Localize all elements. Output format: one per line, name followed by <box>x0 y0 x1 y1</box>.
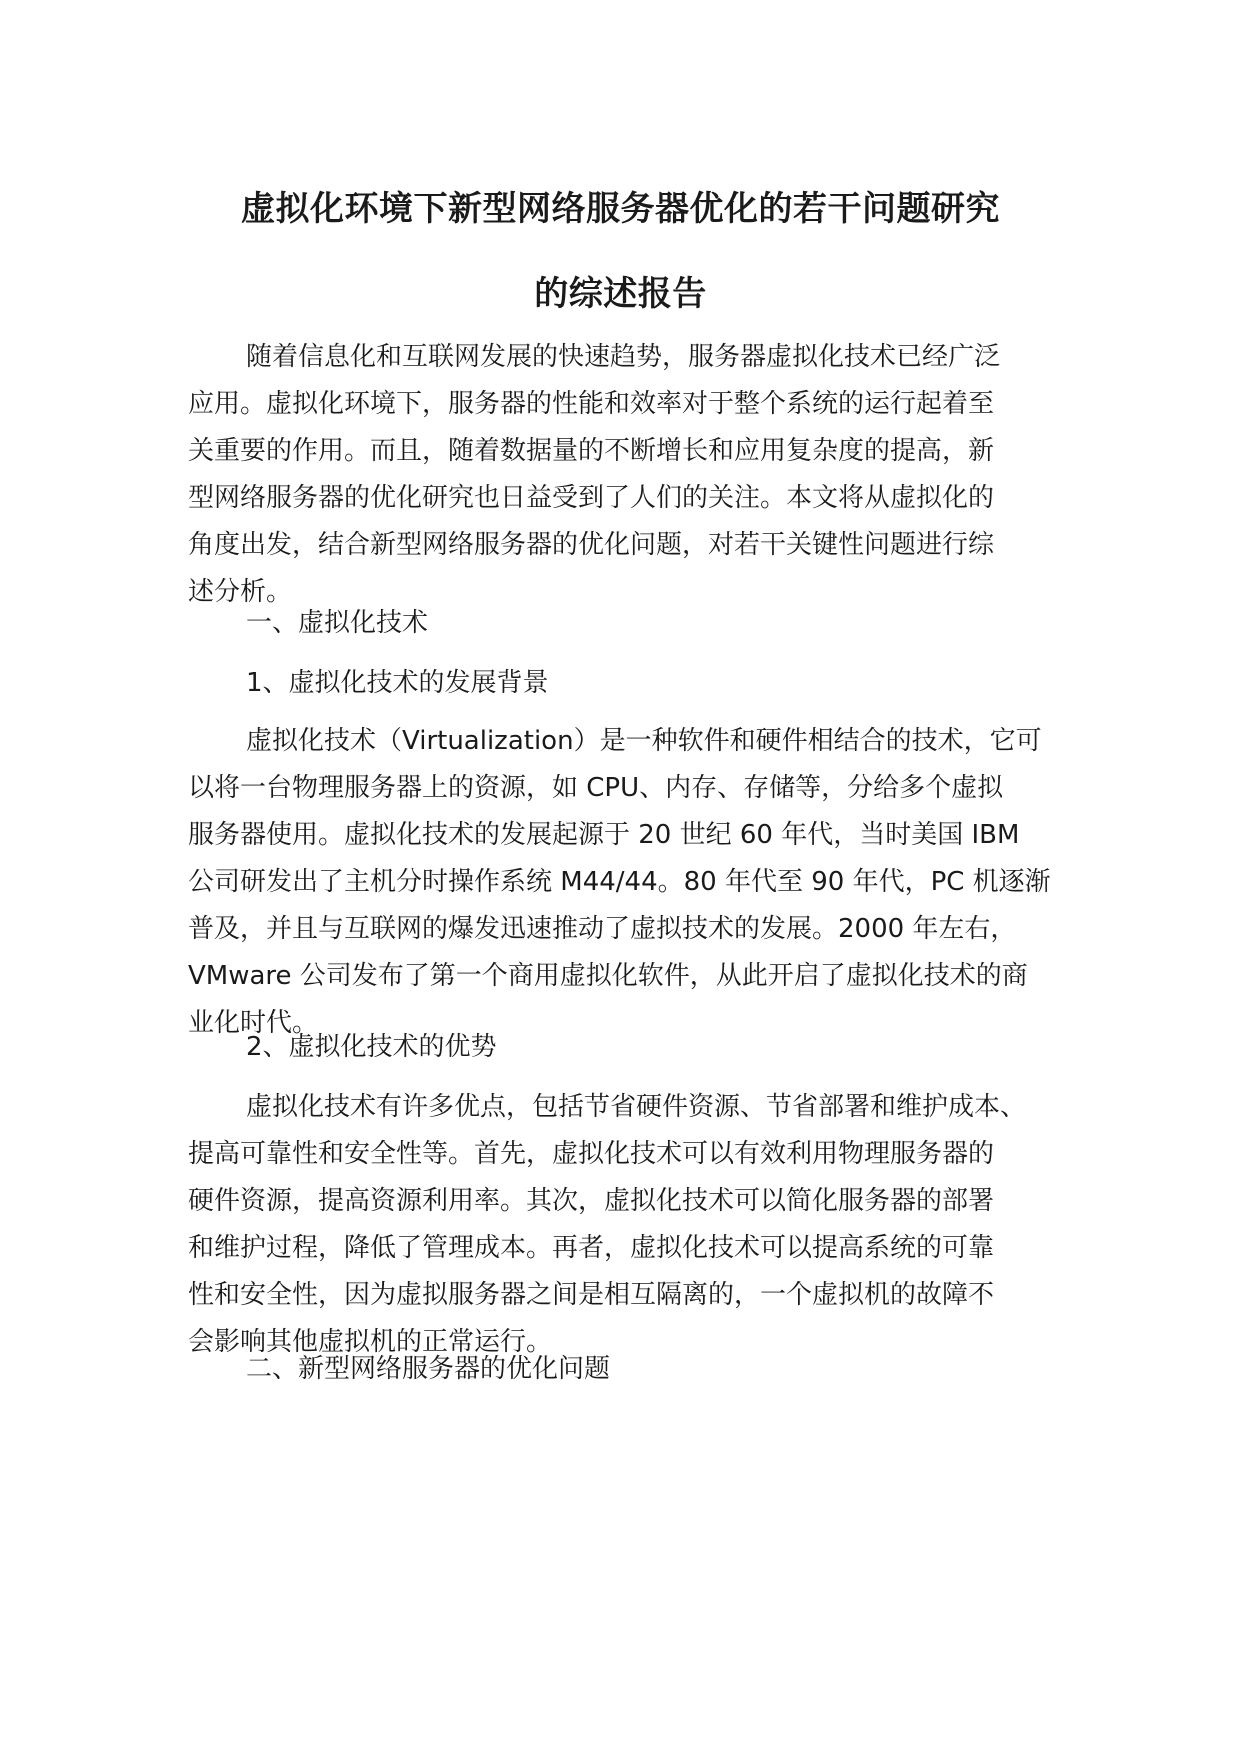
document-title-line-1: 虚拟化环境下新型网络服务器优化的若干问题研究 <box>241 189 1000 229</box>
paragraph-line: 以将一台物理服务器上的资源，如 CPU、内存、存储等，分给多个虚拟 <box>188 773 1004 803</box>
paragraph-line: 普及，并且与互联网的爆发迅速推动了虚拟技术的发展。2000 年左右， <box>188 914 1017 944</box>
paragraph-line: 关重要的作用。而且，随着数据量的不断增长和应用复杂度的提高，新 <box>188 436 995 466</box>
advantages-paragraph <box>188 1084 1068 1366</box>
paragraph-line: 型网络服务器的优化研究也日益受到了人们的关注。本文将从虚拟化的 <box>188 483 995 513</box>
paragraph-line: 述分析。 <box>188 577 293 607</box>
paragraph-line: 角度出发，结合新型网络服务器的优化问题，对若干关键性问题进行综 <box>188 530 995 560</box>
heading-text: 1、虚拟化技术的发展背景 <box>246 668 549 698</box>
heading-text: 2、虚拟化技术的优势 <box>246 1032 497 1062</box>
subsection-heading-1 <box>188 660 1068 707</box>
paragraph-line: 硬件资源，提高资源利用率。其次，虚拟化技术可以简化服务器的部署 <box>188 1186 995 1216</box>
paragraph-line: VMware 公司发布了第一个商用虚拟化软件，从此开启了虚拟化技术的商 <box>188 961 1028 991</box>
paragraph-line: 虚拟化技术有许多优点，包括节省硬件资源、节省部署和维护成本、 <box>246 1092 1027 1122</box>
paragraph-line: 虚拟化技术（Virtualization）是一种软件和硬件相结合的技术，它可 <box>246 726 1042 756</box>
paragraph-line: 应用。虚拟化环境下，服务器的性能和效率对于整个系统的运行起着至 <box>188 389 995 419</box>
subsection-heading-2 <box>188 1024 1068 1071</box>
paragraph-line: 提高可靠性和安全性等。首先，虚拟化技术可以有效利用物理服务器的 <box>188 1139 995 1169</box>
background-paragraph <box>188 718 1068 1047</box>
intro-paragraph <box>188 334 1068 616</box>
paragraph-line: 会影响其他虚拟机的正常运行。 <box>188 1327 553 1357</box>
paragraph-line: 和维护过程，降低了管理成本。再者，虚拟化技术可以提高系统的可靠 <box>188 1233 995 1263</box>
paragraph-line: 业化时代。 <box>188 1008 319 1038</box>
heading-text: 一、虚拟化技术 <box>246 608 429 638</box>
section-heading-2 <box>188 1346 1068 1393</box>
paragraph-line: 服务器使用。虚拟化技术的发展起源于 20 世纪 60 年代，当时美国 IBM <box>188 820 1020 850</box>
paragraph-line: 公司研发出了主机分时操作系统 M44/44。80 年代至 90 年代，PC 机逐渐 <box>188 867 1051 897</box>
document-title-line-2: 的综述报告 <box>534 274 707 314</box>
paragraph-line: 随着信息化和互联网发展的快速趋势，服务器虚拟化技术已经广泛 <box>246 342 1001 372</box>
section-heading-1 <box>188 600 1068 647</box>
paragraph-line: 性和安全性，因为虚拟服务器之间是相互隔离的，一个虚拟机的故障不 <box>188 1280 995 1310</box>
heading-text: 二、新型网络服务器的优化问题 <box>246 1354 611 1384</box>
